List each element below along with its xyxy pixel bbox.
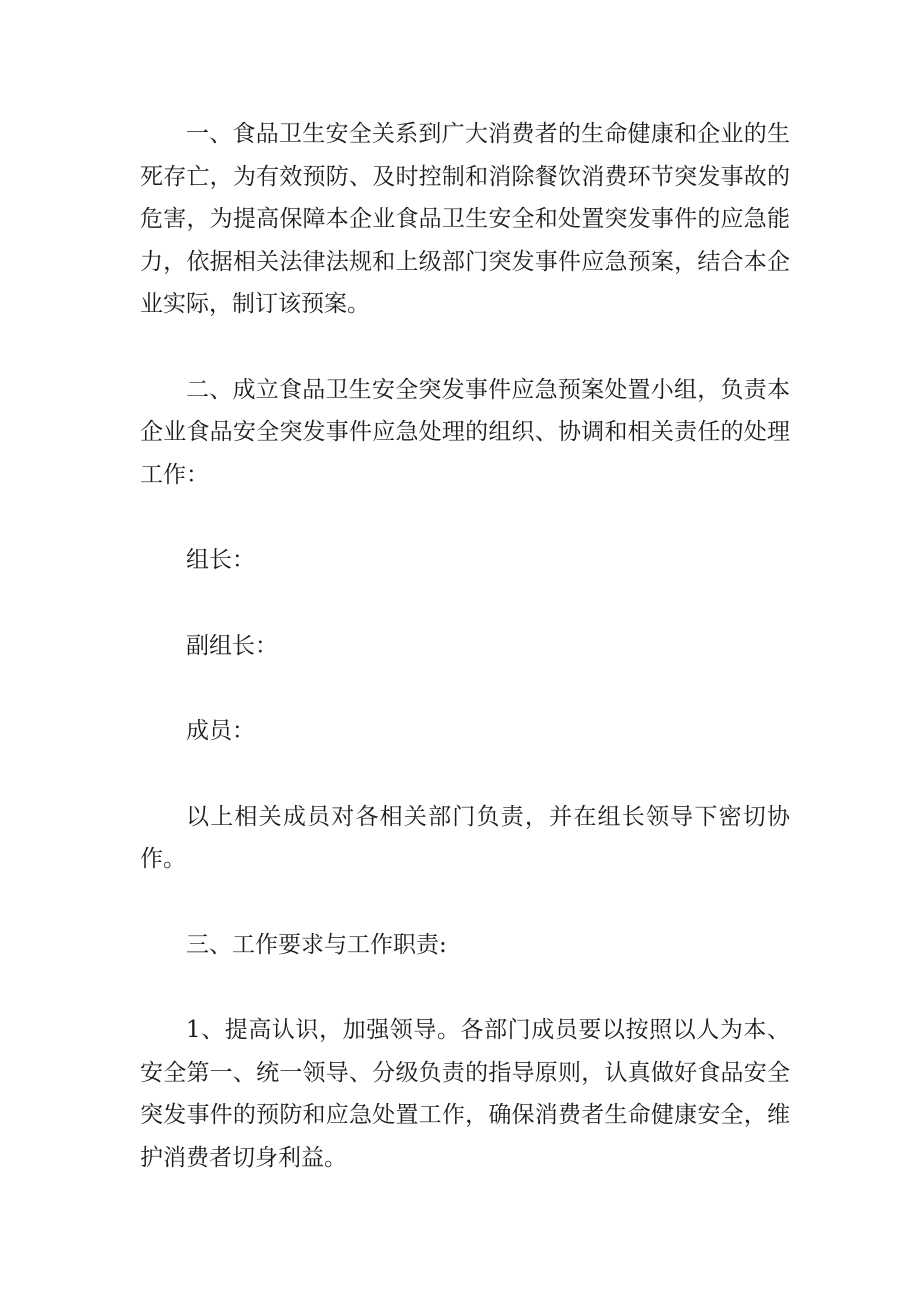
paragraph-team-leader: 组长：	[186, 547, 255, 573]
paragraph-members-note: 以上相关成员对各相关部门负责，并在组长领导下密切协作。	[140, 803, 790, 872]
paragraph-deputy-leader: 副组长：	[186, 632, 278, 659]
paragraph-section-3: 三、工作要求与工作职责:	[186, 931, 447, 958]
paragraph-section-1: 一、食品卫生安全关系到广大消费者的生命健康和企业的生死存亡，为有效预防、及时控制和消除餐饮消费环节突发事故的危害，为提高保障本企业食品卫生安全和处置突发事件的应急能力，依据相关法律法规和上级部门突发事件应急预案，结合本企业实际，制订该预案。	[140, 121, 790, 317]
paragraph-item-1: 1、提高认识，加强领导。各部门成员要以按照以人为本、安全第一、统一领导、分级负责的指导原则，认真做好食品安全突发事件的预防和应急处置工作，确保消费者生命健康安全，维护消费者切身利益。	[140, 1017, 790, 1171]
paragraph-members: 成员：	[186, 718, 255, 744]
paragraph-section-2: 二、成立食品卫生安全突发事件应急预案处置小组，负责本企业食品安全突发事件应急处理的组织、协调和相关责任的处理工作：	[140, 376, 790, 488]
document-body	[140, 113, 790, 1179]
